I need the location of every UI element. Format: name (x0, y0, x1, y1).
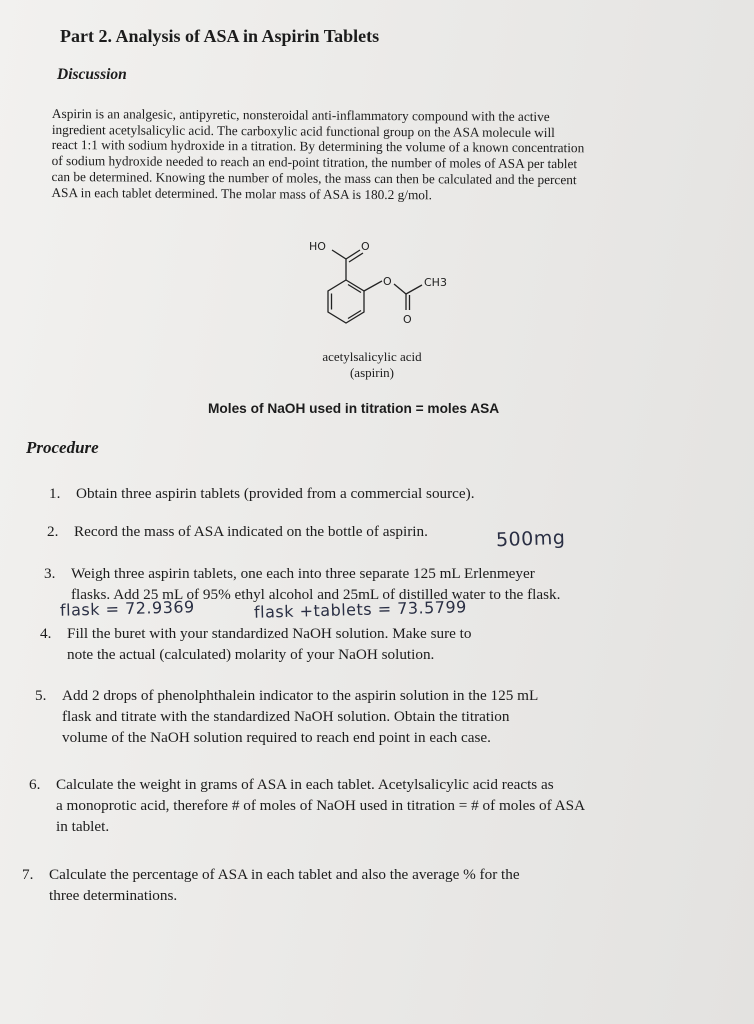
handwritten-flask-mass: flask = 72.9369 (59, 597, 195, 620)
step-text: Calculate the percentage of ASA in each tablet and also the average % for the (49, 866, 520, 883)
carbonyl-o-label: O (361, 240, 370, 253)
step-text: Record the mass of ASA indicated on the bottle of aspirin. (74, 523, 428, 540)
discussion-line: ASA in each tablet determined. The molar mass of ASA is 180.2 g/mol. (51, 184, 433, 202)
moles-equation: Moles of NaOH used in titration = moles ASA (208, 401, 500, 416)
step-number: 3. (44, 565, 56, 582)
discussion-line: Aspirin is an analgesic, antipyretic, nonsteroidal anti-inflammatory compound with the active (51, 106, 550, 125)
carboxyl-oh-bond (332, 250, 346, 259)
step-text: in tablet. (56, 818, 110, 835)
handwritten-flask-tablets-mass: flask +tablets = 73.5799 (253, 597, 468, 622)
step-text: a monoprotic acid, therefore # of moles of NaOH used in titration = # of moles of ASA (56, 797, 586, 814)
step-number: 2. (47, 523, 59, 540)
step-text: flasks. Add 25 mL of 95% ethyl alcohol and 25mL of distilled water to the flask. (71, 586, 561, 603)
step-text: Add 2 drops of phenolphthalein indicator to the aspirin solution in the 125 mL (62, 687, 539, 704)
step-text: Calculate the weight in grams of ASA in each tablet. Acetylsalicylic acid reacts as (56, 776, 554, 793)
procedure-heading: Procedure (26, 438, 99, 457)
ch3-label: CH3 (424, 276, 447, 289)
step-text: note the actual (calculated) molarity of your NaOH solution. (67, 646, 435, 663)
discussion-line: of sodium hydroxide needed to reach an end-point titration, the number of moles of ASA per tablet (51, 153, 578, 172)
ring-to-ester-bond (364, 281, 382, 291)
aspirin-structure-diagram (300, 232, 470, 337)
step-number: 1. (49, 485, 61, 502)
compound-common-name: (aspirin) (349, 365, 395, 380)
discussion-heading: Discussion (57, 66, 127, 83)
step-text: volume of the NaOH solution required to reach end point in each case. (62, 729, 491, 746)
step-number: 7. (22, 866, 34, 883)
step-text: Fill the buret with your standardized NaOH solution. Make sure to (67, 625, 472, 642)
carboxyl-co-bond (346, 250, 360, 259)
step-number: 5. (35, 687, 47, 704)
acetyl-o-label: O (403, 313, 412, 326)
discussion-line: react 1:1 with sodium hydroxide in a titration. By determining the volume of a known concentration (51, 137, 585, 156)
step-number: 6. (29, 776, 41, 793)
page-title: Part 2. Analysis of ASA in Aspirin Tablets (60, 26, 380, 46)
step-number: 4. (40, 625, 52, 642)
handwritten-mass-label: 500mg (495, 526, 566, 552)
ester-o-bond (394, 284, 406, 294)
ho-label: HO (309, 240, 326, 253)
step-text: Weigh three aspirin tablets, one each into three separate 125 mL Erlenmeyer (71, 565, 535, 582)
step-text: three determinations. (49, 887, 178, 904)
discussion-paragraph (51, 106, 702, 204)
discussion-line: can be determined. Knowing the number of moles, the mass can then be calculated and the percent (51, 168, 577, 188)
step-text: flask and titrate with the standardized NaOH solution. Obtain the titration (62, 708, 510, 725)
benzene-ring (328, 280, 364, 323)
carboxyl-co-double-bond (349, 253, 363, 262)
compound-name: acetylsalicylic acid (322, 349, 422, 364)
discussion-line: ingredient acetylsalicylic acid. The carboxylic acid functional group on the ASA molecule will (51, 121, 555, 140)
structure-caption (312, 349, 432, 381)
acetyl-methyl-bond (406, 285, 422, 294)
ester-o-label: O (383, 275, 392, 288)
step-text: Obtain three aspirin tablets (provided from a commercial source). (76, 485, 475, 502)
